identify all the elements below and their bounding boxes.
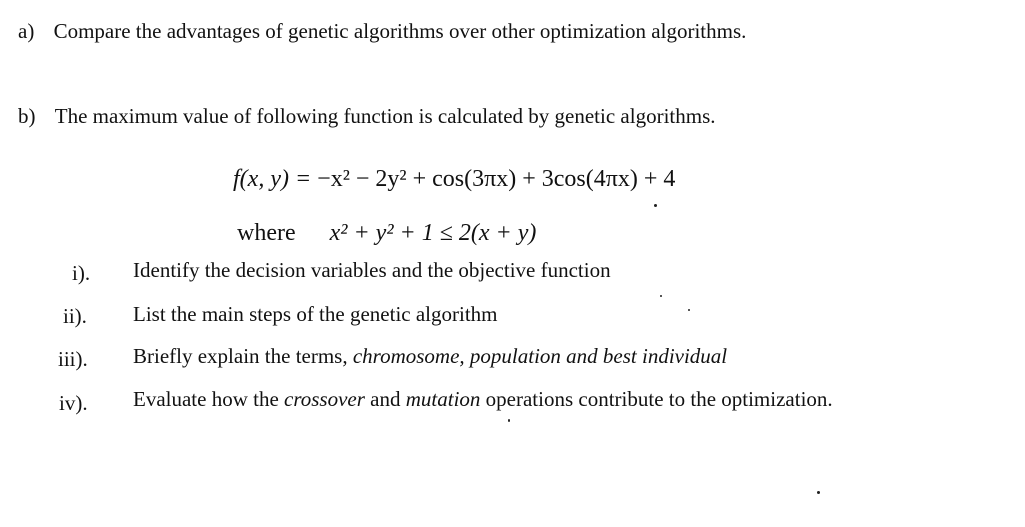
mutation-term: mutation [405, 387, 481, 411]
sub-question-iii-terms: chromosome, population and best individual [352, 344, 728, 368]
sub-question-iv-suffix: operations contribute to the optimization. [480, 387, 833, 411]
sub-question-iv-prefix: Evaluate how the [133, 387, 285, 411]
function-equation [233, 164, 675, 194]
sub-question-iii-text [133, 343, 727, 369]
question-b-label: b) [18, 104, 36, 128]
sub-question-iii-prefix: Briefly explain the terms, [133, 344, 353, 368]
scan-speck [654, 204, 657, 207]
function-rhs: −x² − 2y² + cos(3πx) + 3cos(4πx) + 4 [317, 166, 676, 192]
sub-question-ii-label: ii). [63, 304, 87, 328]
question-b-text: The maximum value of following function is calculated by genetic algorithms. [54, 104, 716, 128]
sub-question-iv-label: iv). [59, 391, 88, 415]
scan-speck [660, 295, 662, 297]
sub-question-iv-middle: and [364, 387, 406, 411]
constraint-line [237, 218, 536, 248]
sub-question-i-label: i). [72, 261, 91, 285]
sub-question-ii-text: List the main steps of the genetic algorithm [133, 302, 498, 326]
question-a [18, 18, 746, 44]
question-a-text: Compare the advantages of genetic algorithms over other optimization algorithms. [53, 19, 747, 43]
sub-question-iv-text [133, 386, 833, 412]
constraint-word: where [237, 220, 296, 246]
constraint-expr: x² + y² + 1 ≤ 2(x + y) [329, 220, 537, 246]
question-a-label: a) [18, 19, 35, 43]
question-b [18, 103, 716, 129]
scan-speck [817, 491, 820, 494]
function-lhs: f(x, y) = [233, 166, 318, 192]
scan-speck [688, 309, 690, 311]
crossover-term: crossover [284, 387, 365, 411]
sub-question-iii-label: iii). [58, 347, 88, 371]
sub-question-i-text: Identify the decision variables and the objective function [133, 258, 611, 282]
scan-speck [508, 419, 510, 422]
